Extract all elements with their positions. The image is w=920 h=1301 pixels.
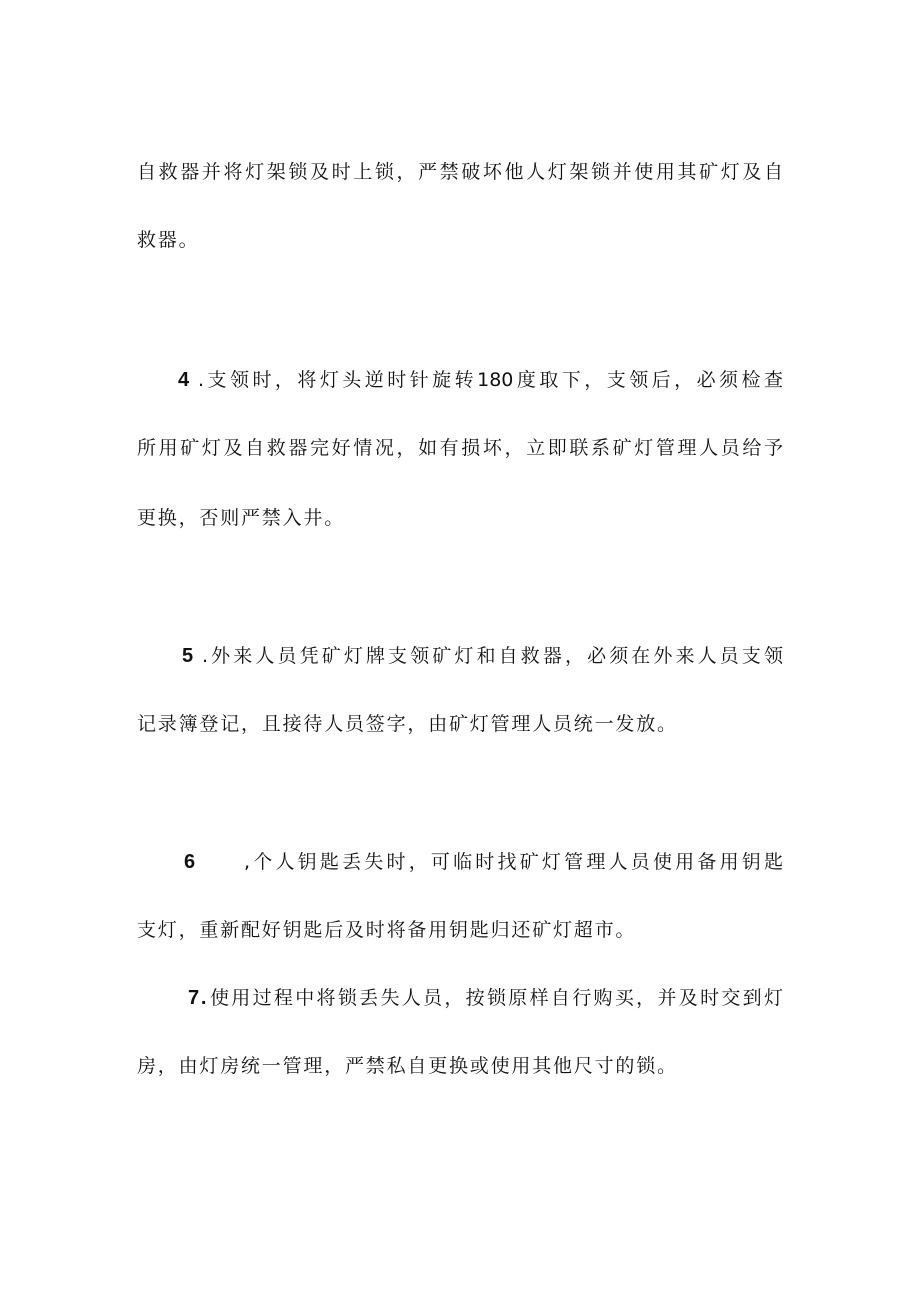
text-line: 使用过程中将锁丢失人员，按锁原样自行购买，并及时交到灯	[210, 987, 783, 1009]
text-line: 自救器并将灯架锁及时上锁，严禁破坏他人灯架锁并使用其矿灯及自	[137, 161, 783, 183]
text-line: 支灯，重新配好钥匙后及时将备用钥匙归还矿灯超市。	[137, 919, 637, 941]
text-line: .支领时，将灯头逆时针旋转180度取下，支领后，必须检查	[198, 369, 783, 391]
item-number: 6	[184, 851, 197, 873]
item-number: 4	[178, 369, 191, 391]
text-line: .外来人员凭矿灯牌支领矿灯和自救器，必须在外来人员支领	[202, 645, 783, 667]
item-number: 5	[182, 645, 195, 667]
text-line: 记录簿登记，且接待人员签字，由矿灯管理人员统一发放。	[137, 713, 678, 735]
text-line: 救器。	[137, 229, 200, 251]
text-line: 更换，否则严禁入井。	[137, 507, 346, 529]
text-line: 房，由灯房统一管理，严禁私自更换或使用其他尺寸的锁。	[137, 1055, 678, 1077]
text-line: 所用矿灯及自救器完好情况，如有损坏，立即联系矿灯管理人员给予	[137, 437, 783, 459]
item-number: 7.	[188, 987, 209, 1009]
text-line: ,个人钥匙丢失时，可临时找矿灯管理人员使用备用钥匙	[244, 851, 783, 873]
